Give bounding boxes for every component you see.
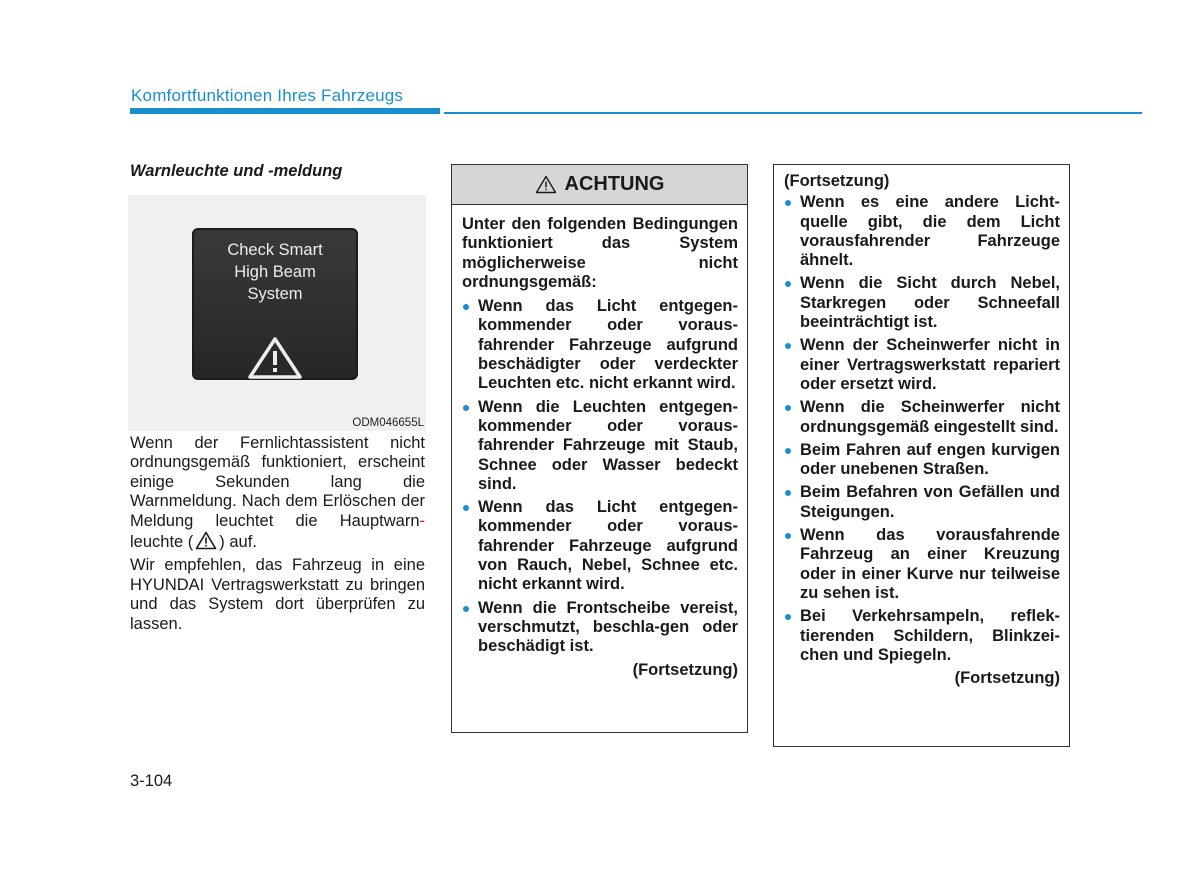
continued-label: (Fortsetzung) — [632, 660, 738, 679]
list-item: Beim Befahren von Gefällen und Steigungen. — [784, 483, 1060, 522]
display-line: Check Smart — [227, 241, 323, 259]
continuation-box — [773, 164, 1070, 747]
list-item: Wenn die Leuchten entgegen-kommender oder voraus-fahrender Fahrzeuge mit Staub, Schnee oder Wasser bedeckt sind. — [462, 398, 738, 494]
cluster-display — [192, 228, 358, 380]
caution-box — [451, 164, 748, 733]
body-text-run: Wenn der Fernlichtassistent nicht ordnungsgemäß funktioniert, erscheint einige Sekunden lang die Warnmeldung. Nach dem Erlöschen der Meldung leuchtet die Hauptwarn — [130, 434, 425, 530]
body-text-run: ) auf. — [219, 533, 257, 552]
body-paragraph: Wir empfehlen, das Fahrzeug in eine HYUNDAI Vertragswerkstatt zu bringen und das System dort überprüfen zu lassen. — [130, 556, 425, 633]
warning-figure — [128, 195, 426, 431]
body-paragraph — [130, 434, 425, 552]
body-text-run: leuchte ( — [130, 533, 194, 552]
list-item: Wenn die Sicht durch Nebel, Starkregen oder Schneefall beeinträchtigt ist. — [784, 274, 1060, 332]
continuation-list — [784, 193, 1060, 665]
display-line: High Beam — [234, 263, 316, 281]
list-item: Wenn das Licht entgegen-kommender oder voraus-fahrender Fahrzeuge aufgrund beschädigter oder verdeckter Leuchten etc. nicht erkannt wird. — [462, 297, 738, 393]
list-item: Wenn die Scheinwerfer nicht ordnungsgemäß eingestellt sind. — [784, 398, 1060, 437]
warning-triangle-icon — [535, 175, 557, 194]
caution-body — [452, 205, 747, 680]
caution-title: ACHTUNG — [564, 173, 665, 195]
caution-list — [462, 297, 738, 656]
list-item: Wenn der Scheinwerfer nicht in einer Vertragswerkstatt repariert oder ersetzt wird. — [784, 336, 1060, 394]
page-number: 3-104 — [130, 772, 173, 790]
figure-code: ODM046655L — [352, 417, 424, 429]
header-rule-thick — [130, 108, 440, 114]
continued-label: (Fortsetzung) — [954, 669, 1060, 688]
list-item: Wenn das Licht entgegen-kommender oder voraus-fahrender Fahrzeuge aufgrund von Rauch, Nebel, Schnee etc. nicht erkannt wird. — [462, 498, 738, 594]
list-item: Beim Fahren auf engen kurvigen oder unebenen Straßen. — [784, 441, 1060, 480]
hyphen-mark: - — [419, 511, 425, 530]
continuation-heading: (Fortsetzung) — [784, 172, 890, 190]
caution-header — [452, 165, 747, 205]
list-item: Bei Verkehrsampeln, reflek-tierenden Schildern, Blinkzei-chen und Spiegeln. — [784, 607, 1060, 665]
caution-intro: Unter den folgenden Bedingungen funktioniert das System möglicherweise nicht ordnungsgemäß: — [462, 215, 738, 291]
list-item: Wenn es eine andere Licht-quelle gibt, die dem Licht vorausfahrender Fahrzeuge ähnelt. — [784, 193, 1060, 270]
list-item: Wenn die Frontscheibe vereist, verschmutzt, beschla-gen oder beschädigt ist. — [462, 599, 738, 657]
body-text — [130, 434, 425, 638]
display-line: System — [247, 285, 303, 303]
warning-triangle-icon — [195, 531, 217, 550]
warning-triangle-icon — [247, 336, 303, 380]
list-item: Wenn das vorausfahrende Fahrzeug an einer Kreuzung oder in einer Kurve nur teilweise zu sehen ist. — [784, 526, 1060, 603]
section-heading: Warnleuchte und -meldung — [130, 162, 343, 180]
header-rule-thin — [444, 112, 1142, 114]
running-header: Komfortfunktionen Ihres Fahrzeugs — [131, 86, 404, 105]
